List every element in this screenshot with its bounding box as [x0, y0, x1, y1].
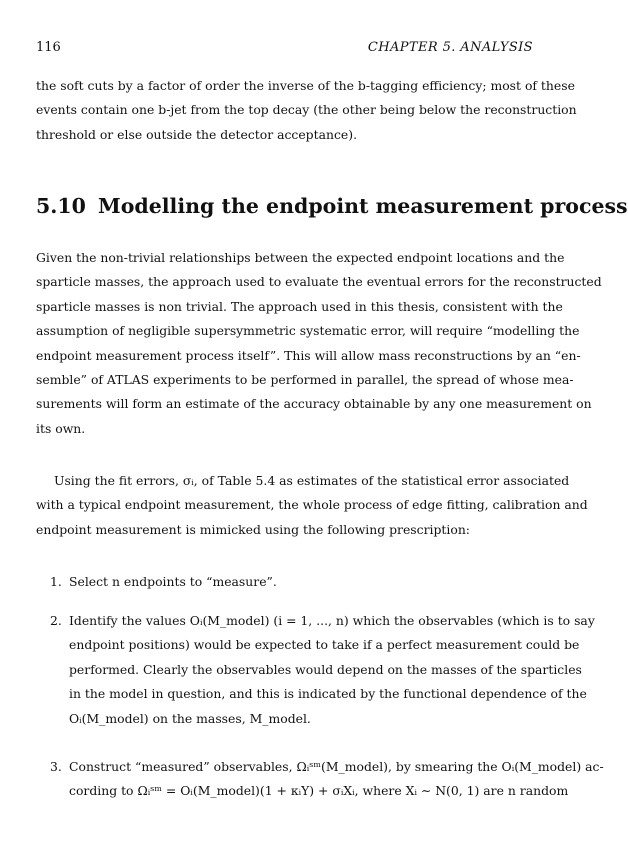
intro-paragraph: [36, 74, 577, 147]
text-line: sparticle masses is non trivial. The approach used in this thesis, consistent with the: [36, 298, 563, 314]
text-line: sparticle masses, the approach used to evaluate the eventual errors for the reconstructed: [36, 274, 602, 290]
text-line: Construct “measured” observables, Ωᵢˢᵐ(M_model), by smearing the Oᵢ(M_model) ac-: [69, 759, 604, 774]
text-line: performed. Clearly the observables would depend on the masses of the sparticles: [69, 661, 582, 677]
running-title: CHAPTER 5. ANALYSIS: [367, 40, 533, 55]
text-line: endpoint measurement is mimicked using the following prescription:: [36, 521, 470, 537]
page-header: [36, 40, 533, 55]
list-marker: 3.: [50, 759, 62, 774]
text-line: endpoint positions) would be expected to take if a perfect measurement could be: [69, 637, 580, 653]
text-line: in the model in question, and this is indicated by the functional dependence of the: [69, 686, 587, 702]
paragraph-1: [36, 246, 602, 441]
list-item: [36, 755, 604, 804]
text-line: assumption of negligible supersymmetric systematic error, will require “modelling the: [36, 323, 580, 339]
text-line: with a typical endpoint measurement, the whole process of edge fitting, calibration and: [36, 497, 588, 513]
list-item: [36, 570, 533, 594]
text-line: surements will form an estimate of the accuracy obtainable by any one measurement on: [36, 396, 592, 412]
text-line: Using the fit errors, σᵢ, of Table 5.4 as estimates of the statistical error associated: [54, 473, 570, 488]
list-marker: 1.: [50, 574, 62, 589]
list-marker: 2.: [50, 613, 62, 628]
text-line: events contain one b-jet from the top decay (the other being below the reconstruction: [36, 102, 577, 118]
text-line: Given the non-trivial relationships between the expected endpoint locations and the: [36, 250, 565, 265]
paragraph-2: [36, 469, 588, 542]
section-heading: [36, 194, 628, 218]
section-number: 5.10: [36, 194, 86, 218]
text-line: its own.: [36, 420, 86, 436]
text-line: threshold or else outside the detector acceptance).: [36, 126, 358, 142]
text-line: Select n endpoints to “measure”.: [69, 574, 277, 589]
text-line: semble” of ATLAS experiments to be performed in parallel, the spread of whose mea-: [36, 371, 574, 387]
text-line: Oᵢ(M_model) on the masses, M_model.: [69, 710, 311, 726]
text-line: Identify the values Oᵢ(M_model) (i = 1, ..., n) which the observables (which is to say: [69, 613, 595, 628]
text-line: endpoint measurement process itself”. This will allow mass reconstructions by an “en-: [36, 347, 581, 363]
text-line: the soft cuts by a factor of order the inverse of the b-tagging efficiency; most of these: [36, 78, 575, 93]
section-title: Modelling the endpoint measurement process: [98, 194, 628, 218]
text-line: cording to Ωᵢˢᵐ = Oᵢ(M_model)(1 + κᵢY) + σᵢXᵢ, where Xᵢ ∼ N(0, 1) are n random: [69, 783, 569, 799]
page-number: 116: [36, 40, 61, 55]
list-item: [36, 609, 595, 731]
